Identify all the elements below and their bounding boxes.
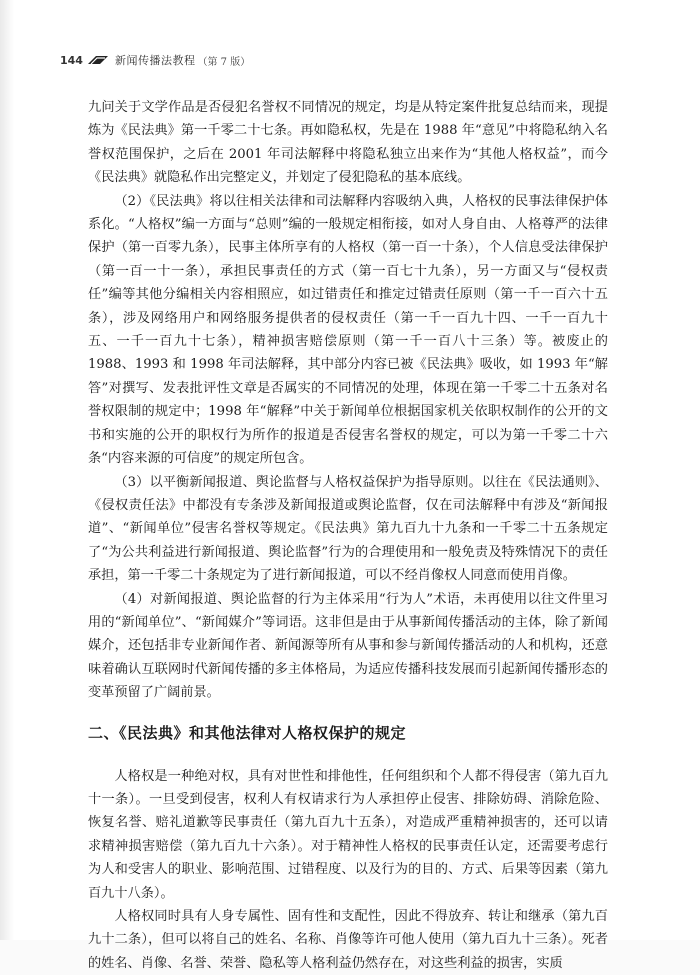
book-edition: （第 7 版） [197,56,251,68]
paragraph: （4）对新闻报道、舆论监督的行为主体采用“行为人”术语，未再使用以往文件里习用的“新闻单位”、“新闻媒介”等词语。这非但是由于从事新闻传播活动的主体，除了新闻媒介，还包括非专业新闻作者、新闻源等所有从事和参与新闻传播活动的人和机构，还意味着确认互联网时代新闻传播的多主体格局，为适应传播科技发展而引起新闻传播形态的变革预留了广阔前景。 [88,591,608,701]
page-number: 144 [60,53,83,67]
paragraph: 人格权同时具有人身专属性、固有性和支配性，因此不得放弃、转让和继承（第九百九十二条），但可以将自己的姓名、名称、肖像等许可他人使用（第九百九十三条）。死者的姓名、肖像、名誉、荣誉、隐私等人格利益仍然存在，对这些利益的损害，实质 [88,909,608,971]
main-text [88,96,608,975]
section-heading: 二、《民法典》和其他法律对人格权保护的规定 [88,723,407,742]
running-header [60,50,660,70]
paragraph: 人格权是一种绝对权，具有对世性和排他性，任何组织和个人都不得侵害（第九百九十一条）。一旦受到侵害，权利人有权请求行为人承担停止侵害、排除妨碍、消除危险、恢复名誉、赔礼道歉等民事责任（第九百九十五条），对造成严重精神损害的，还可以请求精神损害赔偿（第九百九十六条）。对于精神性人格权的民事责任认定，还需要考虑行为人和受害人的职业、影响范围、过错程度、以及行为的目的、方式、后果等因素（第九百九十八条）。 [88,768,608,901]
publisher-logo-icon [87,54,109,66]
section-body [88,765,608,975]
book-title: 新闻传播法教程 [114,54,196,67]
paragraph: （3）以平衡新闻报道、舆论监督与人格权益保护为指导原则。以往在《民法通则》、《侵权责任法》中都没有专条涉及新闻报道或舆论监督，仅在司法解释中有涉及“新闻报道”、“新闻单位”侵害名誉权等规定。《民法典》第九百九十九条和一千零二十五条规定了“为公共利益进行新闻报道、舆论监督”行为的合理使用和一般免责及特殊情况下的责任承担，第一千零二十条规定为了进行新闻报道，可以不经肖像权人同意而使用肖像。 [88,474,608,584]
paragraph: （2）《民法典》将以往相关法律和司法解释内容吸纳入典，人格权的民事法律保护体系化。“人格权”编一方面与“总则”编的一般规定相衔接，如对人身自由、人格尊严的法律保护（第一百零九条），民事主体所享有的人格权（第一百一十条），个人信息受法律保护（第一百一十一条），承担民事责任的方式（第一百七十九条），另一方面又与“侵权责任”编等其他分编相关内容相照应，如过错责任和推定过错责任原则（第一千一百六十五条），涉及网络用户和网络服务提供者的侵权责任（第一千一百九十四、一千一百九十五、一千一百九十七条），精神损害赔偿原则（第一千一百八十三条）等。被废止的 1988、1993 和 1998 年司法解释，其中部分内容已被《民法典》吸收，如 1993 年“解答”对撰写、发表批评性文章是否属实的不同情况的处理，体现在第一千零二十五条对名誉权限制的规定中；1998 年“解释”中关于新闻单位根据国家机关依职权制作的公开的文书和实施的公开的职权行为所作的报道是否侵害名誉权的规定，可以为第一千零二十六条“内容来源的可信度”的规定所包含。 [88,193,608,467]
page-binding-shadow [0,0,14,940]
paragraph: 九问关于文学作品是否侵犯名誉权不同情况的规定，均是从特定案件批复总结而来，现提炼为《民法典》第一千零二十七条。再如隐私权，先是在 1988 年“意见”中将隐私纳入名誉权范围保护，之后在 2001 年司法解释中将隐私独立出来作为“其他人格权益”，而今《民法典》就隐私作出完整定义，并划定了侵犯隐私的基本底线。 [88,100,608,186]
